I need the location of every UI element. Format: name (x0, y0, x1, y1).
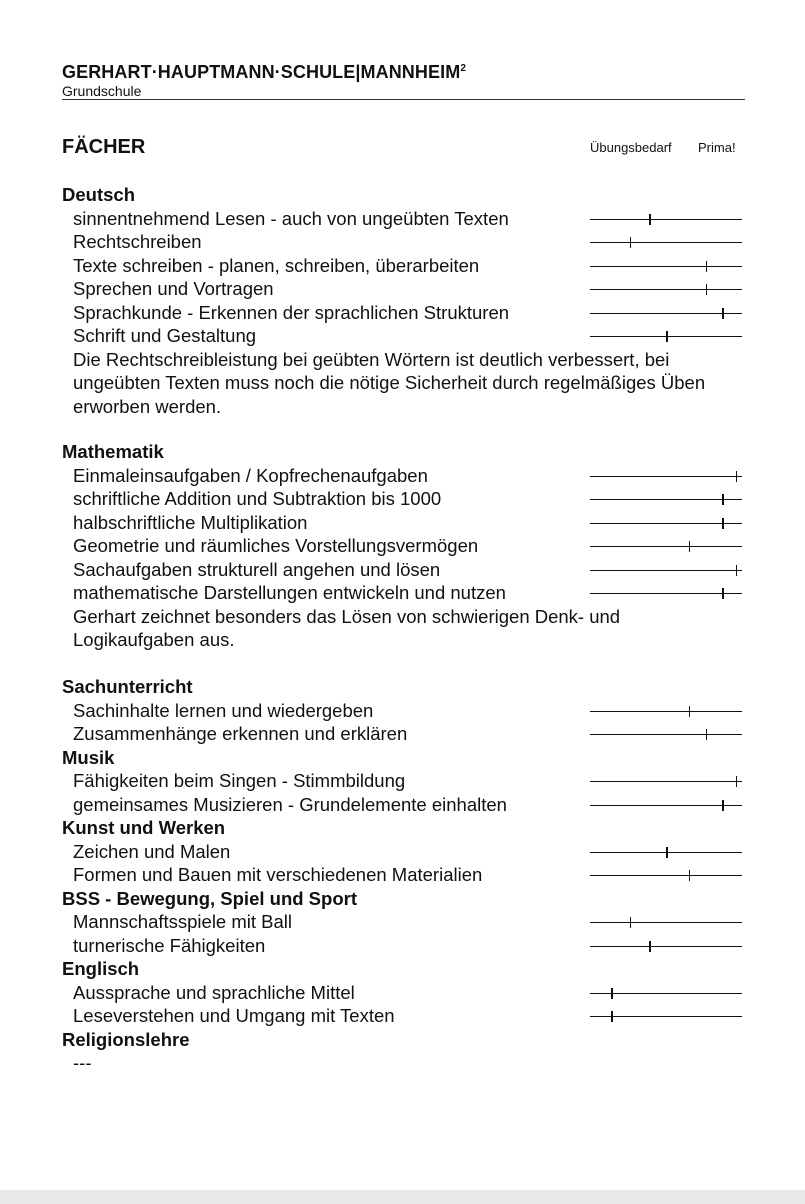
rating-tick (611, 988, 613, 999)
criterion-label: Geometrie und räumliches Vorstellungsvermögen (73, 535, 479, 556)
rating-tick (689, 706, 691, 717)
religion-entry (62, 1051, 752, 1075)
criterion-label: mathematische Darstellungen entwickeln und nutzen (73, 582, 506, 603)
subject-title: Mathematik (62, 441, 164, 462)
criterion-label: Formen und Bauen mit verschiedenen Materialien (73, 864, 483, 885)
subjects-heading: FÄCHER (62, 136, 146, 158)
rating-row (62, 464, 752, 488)
rating-row (62, 534, 752, 558)
criterion-label: Mannschaftsspiele mit Ball (73, 911, 293, 932)
subject-title: Englisch (62, 958, 140, 979)
rating-scale-line (590, 336, 742, 337)
rating-row (62, 207, 752, 231)
criterion-label: turnerische Fähigkeiten (73, 934, 266, 956)
rating-scale-line (590, 805, 742, 806)
rating-tick (722, 518, 724, 529)
rating-scale-line (590, 734, 742, 735)
rating-row (62, 793, 752, 817)
subject-title: Deutsch (62, 184, 135, 205)
rating-row (62, 910, 752, 934)
rating-row (62, 934, 752, 958)
rating-scale-line (590, 476, 742, 477)
criterion-label: Aussprache und sprachliche Mittel (73, 981, 355, 1003)
subject-title: Musik (62, 746, 115, 768)
rating-scale-line (590, 1016, 742, 1017)
rating-scale-line (590, 711, 742, 712)
criterion-label: Zusammenhänge erkennen und erklären (73, 723, 408, 744)
rating-scale-line (590, 219, 742, 220)
rating-tick (706, 284, 708, 295)
criterion-label: Schrift und Gestaltung (73, 325, 257, 346)
school-name: $GERHART\cdot HAUPTMANN\cdot SCHULE|MANNHEIM^2$ (62, 62, 466, 82)
criterion-label: Einmaleinsaufgaben / Kopfrechenaufgaben (73, 464, 428, 486)
subject-title: BSS - Bewegung, Spiel und Sport (62, 887, 357, 909)
header-divider (62, 99, 745, 100)
criterion-label: Fähigkeiten beim Singen - Stimmbildung (73, 770, 406, 791)
criterion-label: Zeichen und Malen (73, 840, 231, 862)
rating-scale-line (590, 289, 742, 290)
subject-title: Sachunterricht (62, 676, 193, 697)
rating-tick (736, 471, 738, 482)
rating-row (62, 558, 752, 582)
rating-scale-line (590, 781, 742, 782)
rating-scale-line (590, 946, 742, 947)
rating-scale-line (590, 922, 742, 923)
rating-scale-line (590, 993, 742, 994)
rating-row (62, 863, 752, 887)
teacher-comment: Gerhart zeichnet besonders das Lösen von schwierigen Denk- und Logikaufgaben aus. (73, 605, 621, 650)
rating-scale-line (590, 593, 742, 594)
rating-row (62, 301, 752, 325)
scale-legend-low: Übungsbedarf (590, 140, 672, 155)
subject-title: Kunst und Werken (62, 817, 226, 838)
rating-row (62, 324, 752, 348)
rating-row (62, 722, 752, 746)
school-name-sup: 2 (460, 63, 466, 74)
rating-row (62, 277, 752, 301)
school-type: Grundschule (62, 83, 142, 99)
rating-tick (722, 308, 724, 319)
criterion-label: Sprechen und Vortragen (73, 278, 274, 299)
criterion-label: Sachaufgaben strukturell angehen und lösen (73, 558, 441, 580)
rating-tick (630, 917, 632, 928)
rating-tick (722, 800, 724, 811)
rating-scale-line (590, 570, 742, 571)
section-deutsch (62, 183, 752, 418)
rating-scale-line (590, 875, 742, 876)
rating-row (62, 769, 752, 793)
section-mathematik (62, 440, 752, 652)
rating-tick (666, 331, 668, 342)
rating-tick (649, 941, 651, 952)
criterion-label: Leseverstehen und Umgang mit Texten (73, 1005, 395, 1026)
rating-row (62, 699, 752, 723)
rating-scale-line (590, 313, 742, 314)
scale-legend-high: Prima! (698, 140, 736, 155)
rating-scale-line (590, 266, 742, 267)
teacher-comment: Die Rechtschreibleistung bei geübten Wörtern ist deutlich verbessert, bei ungeübten Texten muss noch die nötige Sicherheit durch regelmäßiges Üben erworben werden. (73, 348, 706, 417)
rating-scale-line (590, 546, 742, 547)
rating-row (62, 230, 752, 254)
rating-row (62, 840, 752, 864)
rating-row (62, 487, 752, 511)
rating-tick (649, 214, 651, 225)
rating-row (62, 254, 752, 278)
rating-row (62, 1004, 752, 1028)
rating-tick (611, 1011, 613, 1022)
rating-scale-line (590, 852, 742, 853)
rating-row (62, 581, 752, 605)
rating-scale-line (590, 499, 742, 500)
criterion-label: halbschriftliche Multiplikation (73, 511, 308, 533)
report-header (62, 58, 745, 100)
rating-tick (706, 261, 708, 272)
criterion-label: schriftliche Addition und Subtraktion bis 1000 (73, 488, 442, 509)
rating-scale-line (590, 242, 742, 243)
rating-row (62, 511, 752, 535)
criterion-label: Sprachkunde - Erkennen der sprachlichen Strukturen (73, 301, 510, 323)
rating-tick (630, 237, 632, 248)
rating-tick (706, 729, 708, 740)
criterion-label: Rechtschreiben (73, 231, 202, 252)
criterion-label: Sachinhalte lernen und wiedergeben (73, 699, 374, 721)
rating-tick (736, 776, 738, 787)
rating-tick (689, 541, 691, 552)
section-sachunterricht (62, 675, 752, 1075)
criterion-label: gemeinsames Musizieren - Grundelemente einhalten (73, 793, 507, 815)
page-bottom-edge (0, 1190, 805, 1204)
subject-title: Religionslehre (62, 1028, 190, 1050)
criterion-label: Texte schreiben - planen, schreiben, überarbeiten (73, 254, 480, 276)
religion-placeholder: --- (73, 1052, 92, 1073)
rating-tick (666, 847, 668, 858)
rating-scale-line (590, 523, 742, 524)
rating-tick (736, 565, 738, 576)
rating-tick (722, 588, 724, 599)
rating-row (62, 981, 752, 1005)
rating-tick (722, 494, 724, 505)
rating-tick (689, 870, 691, 881)
criterion-label: sinnentnehmend Lesen - auch von ungeübten Texten (73, 207, 509, 229)
